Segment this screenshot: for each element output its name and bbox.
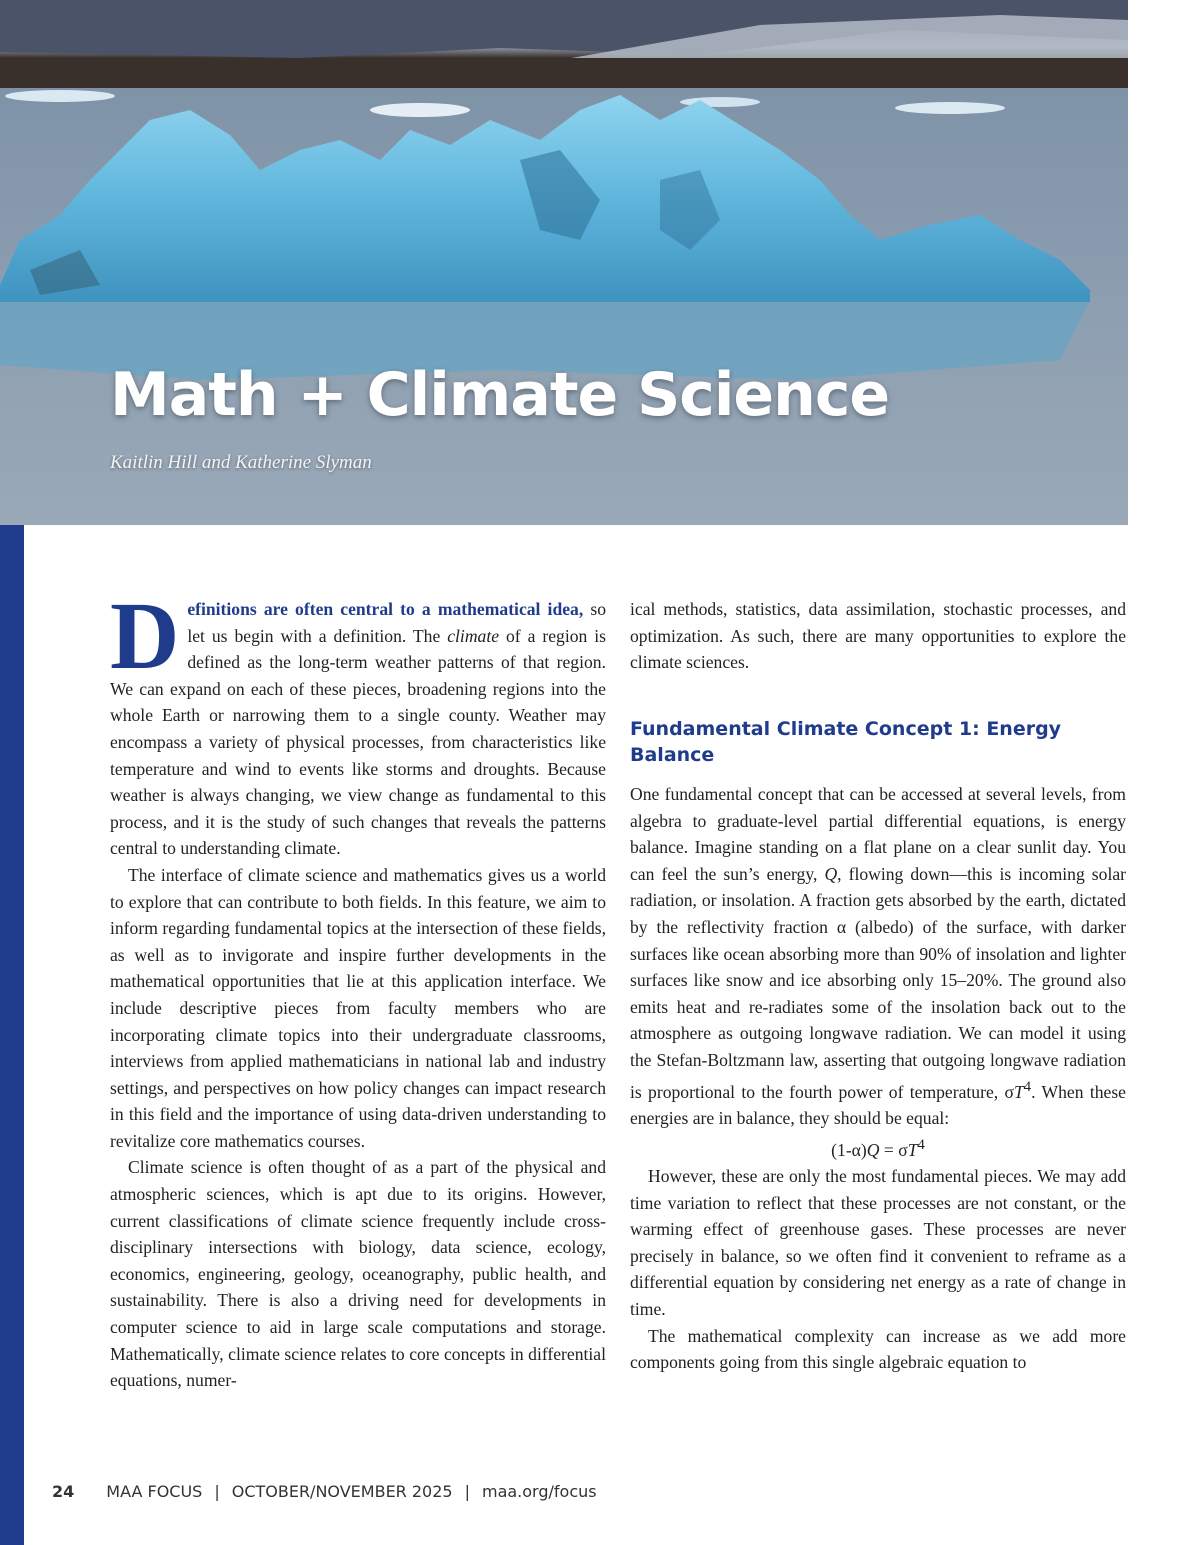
publication-name: MAA FOCUS — [106, 1482, 203, 1501]
intro-text-a: so let us begin with a definition. The — [187, 599, 606, 646]
paragraph-energy-balance — [630, 781, 1126, 1132]
drop-cap: D — [110, 582, 180, 689]
energy-text-b: , flowing down—this is incoming solar radiation, or insolation. A fraction gets absorbed by the earth, dictated by the reflectivity fraction α (albedo) of the surface, with darker surfaces like ocean absorbing more than 90% of insolation and lighter surfaces like snow and ice absorbing only 15–20%. The ground also emits heat and re-radiates some of the insolation back out to the atmosphere as outgoing longwave radiation. We can model it using the Stefan-Boltzmann law, asserting that outgoing longwave radiation is proportional to the fourth power of temperature, σ — [630, 863, 1126, 1102]
eq-part-a: (1-α) — [831, 1139, 867, 1160]
paragraph-time-variation: However, these are only the most fundamental pieces. We may add time variation to reflect that these processes are not constant, or the warming effect of greenhouse gases. These processes are never precisely in balance, so we often find it convenient to reframe as a differential equation by considering net energy as a rate of change in time. — [630, 1166, 1126, 1319]
intro-paragraph — [110, 582, 606, 862]
paragraph-classification: Climate science is often thought of as a part of the physical and atmospheric sciences, which is apt due to its origins. However, current classifications of climate science frequently include cross-disciplinary intersections with biology, data science, ecology, economics, engineering, geology, oceanography, public health, and sustainability. There is also a driving need for developments in computer science to aid in large scale computations and storage. Mathematically, climate science relates to core concepts in differential equations, numer- — [110, 1157, 606, 1391]
eq-exponent: 4 — [917, 1136, 925, 1153]
eq-symbol-q: Q — [866, 1139, 880, 1160]
article-authors: Kaitlin Hill and Katherine Slyman — [110, 452, 372, 473]
hero-photo — [0, 0, 1128, 525]
footer-separator: | — [214, 1482, 220, 1501]
intro-text-b: of a region is defined as the long-term weather patterns of that region. We can expand on each of these pieces, broadening regions into the whole Earth or narrowing them to a single county. Weather may encompass a variety of physical processes, from characteristics like temperature and wind to events like storms and droughts. Because weather is always changing, we view change as fundamental to this process, and it is the study of such changes that reveals the patterns central to understanding climate. — [110, 625, 606, 859]
right-column — [630, 596, 1126, 1376]
issue-date: OCTOBER/NOVEMBER 2025 — [231, 1482, 453, 1501]
section-heading: Fundamental Climate Concept 1: Energy Balance — [630, 717, 1062, 767]
paragraph-continued: ical methods, statistics, data assimilation, stochastic processes, and optimization. As such, there are many opportunities to explore the climate sciences. — [630, 599, 1126, 673]
left-column — [110, 582, 606, 1394]
article-title: Math + Climate Science — [110, 360, 890, 430]
iceberg-illustration — [0, 0, 1128, 525]
energy-text-c: . When these energies are in balance, they should be equal: — [630, 1081, 1126, 1128]
page-footer — [52, 1482, 597, 1501]
energy-balance-equation — [630, 1132, 1126, 1163]
intro-emphasis: climate — [447, 625, 500, 646]
eq-part-b: = σ — [879, 1139, 908, 1160]
symbol-t: T — [1013, 1081, 1024, 1102]
energy-text-a: One fundamental concept that can be accessed at several levels, from algebra to graduate-level partial differential equations, is energy balance. Imagine standing on a flat plane on a clear sunlit day. You can feel the sun’s energy, — [630, 783, 1126, 884]
paragraph-complexity: The mathematical complexity can increase as we add more components going from this single algebraic equation to — [630, 1325, 1126, 1373]
footer-separator: | — [464, 1482, 470, 1501]
lead-in: efinitions are often central to a mathematical idea, — [187, 599, 584, 619]
publication-url[interactable]: maa.org/focus — [481, 1482, 597, 1501]
exponent: 4 — [1023, 1078, 1032, 1095]
side-accent-bar — [0, 525, 24, 1545]
eq-symbol-t: T — [907, 1139, 918, 1160]
symbol-q: Q — [824, 863, 838, 884]
paragraph-interface: The interface of climate science and mathematics gives us a world to explore that can contribute to both fields. In this feature, we aim to inform regarding fundamental topics at the intersection of these fields, as well as to invigorate and inspire further developments in the mathematical opportunities that lie at this application interface. We include descriptive pieces from faculty members who are incorporating climate topics into their undergraduate classrooms, interviews from applied mathematicians in national lab and industry settings, and perspectives on how policy changes can impact research in this field and the importance of using data-driven understanding to revitalize core mathematics courses. — [110, 864, 606, 1151]
page-number: 24 — [52, 1482, 75, 1501]
